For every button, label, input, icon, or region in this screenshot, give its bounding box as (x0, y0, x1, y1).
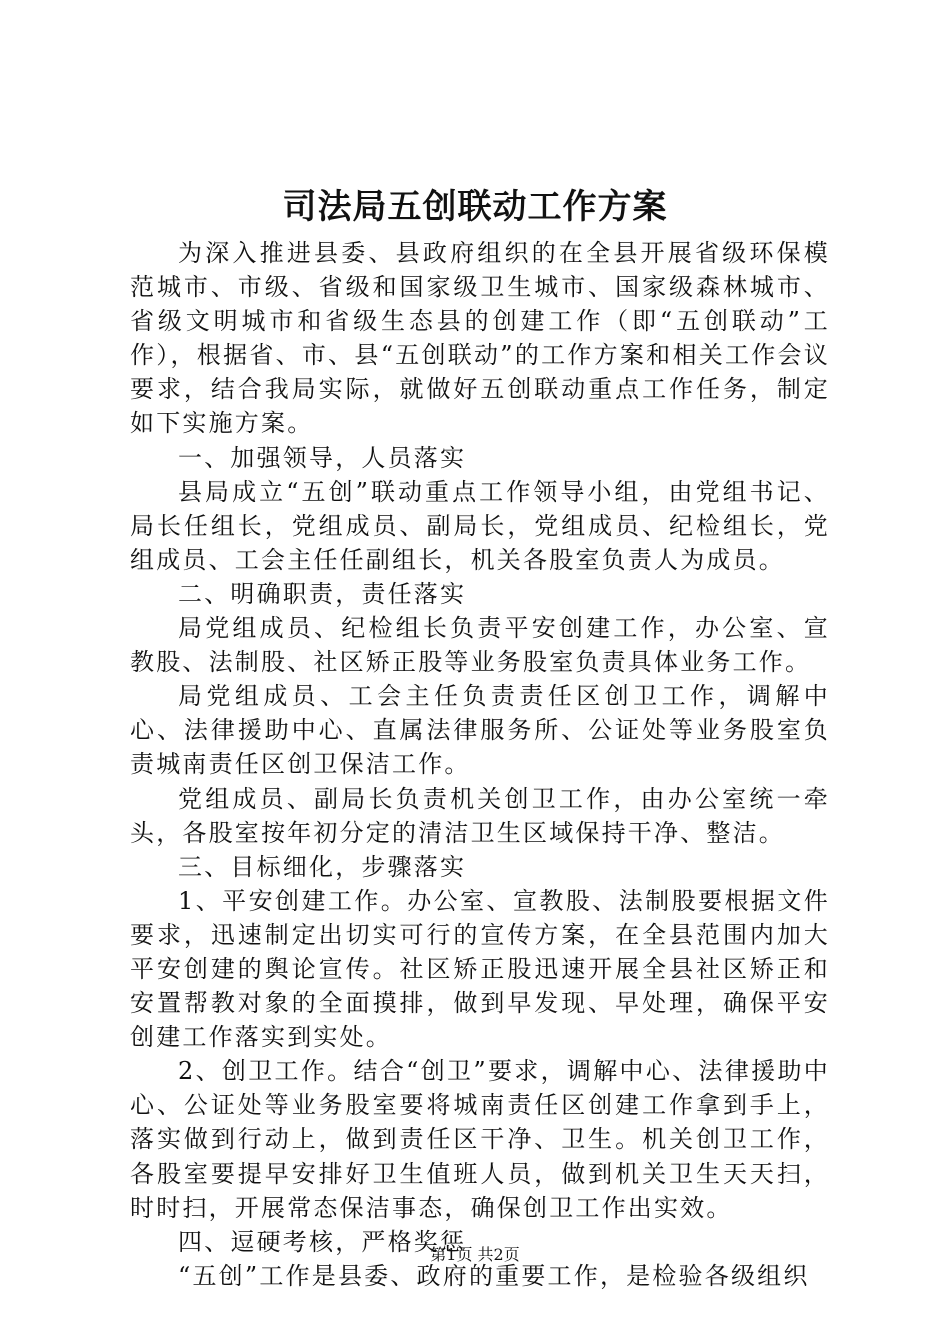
paragraph-duty-office: 党组成员、副局长负责机关创卫工作，由办公室统一牵头，各股室按年初分定的清洁卫生区域保持干净、整洁。 (130, 784, 830, 847)
page-number-footer: 第1页 共2页 (430, 1245, 520, 1264)
paragraph-duty-zone: 局党组成员、工会主任负责责任区创卫工作，调解中心、法律援助中心、直属法律服务所、公证处等业务股室负责城南责任区创卫保洁工作。 (130, 682, 830, 779)
paragraph-goal-1: 1、平安创建工作。办公室、宣教股、法制股要根据文件要求，迅速制定出切实可行的宣传方案，在全县范围内加大平安创建的舆论宣传。社区矫正股迅速开展全县社区矫正和安置帮教对象的全面摸排，做到早发现、早处理，确保平安创建工作落实到实处。 (130, 886, 830, 1052)
paragraph-duty-safety: 局党组成员、纪检组长负责平安创建工作，办公室、宣教股、法制股、社区矫正股等业务股室负责具体业务工作。 (130, 614, 830, 677)
paragraph-leadership: 县局成立“五创”联动重点工作领导小组，由党组书记、局长任组长，党组成员、副局长，党组成员、纪检组长，党组成员、工会主任任副组长，机关各股室负责人为成员。 (130, 477, 830, 574)
document-body (130, 236, 830, 1293)
section-heading-2: 二、明确职责，责任落实 (178, 579, 467, 608)
paragraph-intro: 为深入推进县委、县政府组织的在全县开展省级环保模范城市、市级、省级和国家级卫生城市、国家级森林城市、省级文明城市和省级生态县的创建工作（即“五创联动”工作），根据省、市、县“五创联动”的工作方案和相关工作会议要求，结合我局实际，就做好五创联动重点工作任务，制定如下实施方案。 (130, 239, 830, 438)
section-heading-4: 四、逗硬考核，严格奖惩 (178, 1227, 467, 1256)
section-heading-3: 三、目标细化，步骤落实 (178, 852, 467, 881)
paragraph-goal-2: 2、创卫工作。结合“创卫”要求，调解中心、法律援助中心、公证处等业务股室要将城南责任区创建工作拿到手上，落实做到行动上，做到责任区干净、卫生。机关创卫工作，各股室要提早安排好卫生值班人员，做到机关卫生天天扫，时时扫，开展常态保洁事态，确保创卫工作出实效。 (130, 1057, 830, 1222)
document-title: 司法局五创联动工作方案 (282, 187, 668, 227)
section-heading-1: 一、加强领导，人员落实 (178, 443, 467, 472)
paragraph-assessment: “五创”工作是县委、政府的重要工作，是检验各级组织 (178, 1261, 810, 1290)
